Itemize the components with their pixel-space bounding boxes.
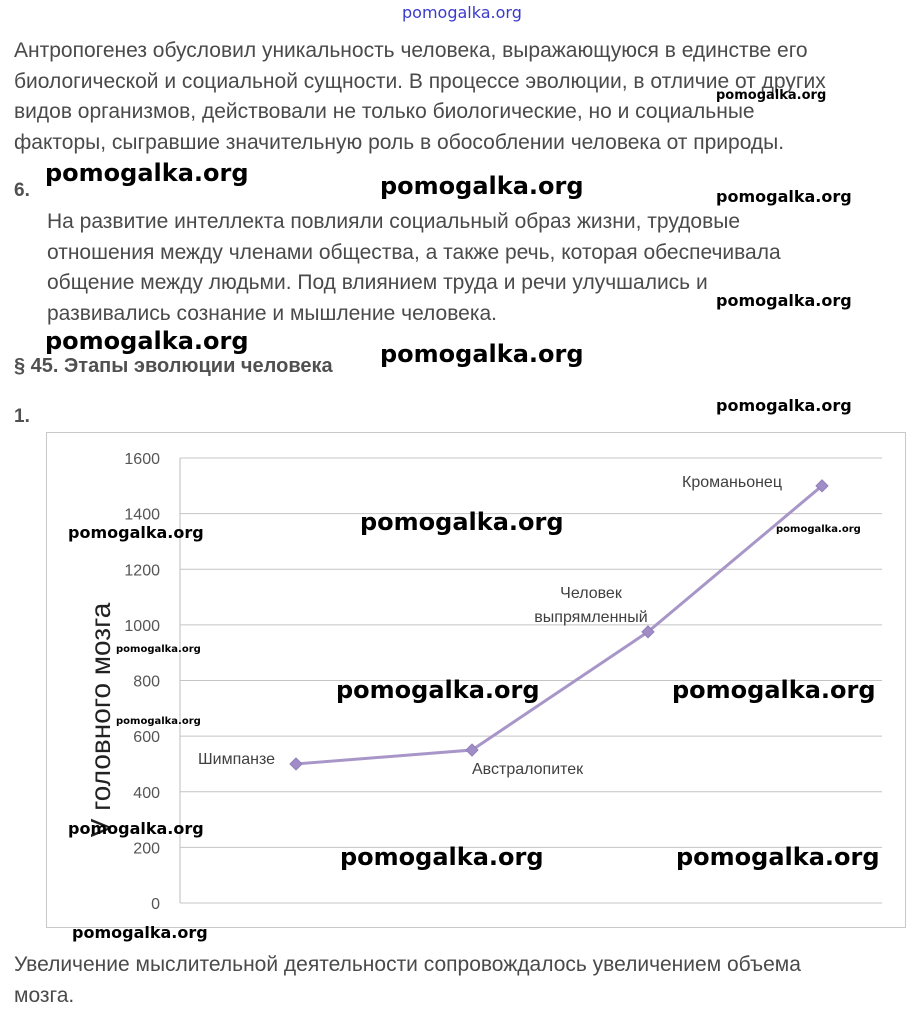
y-tick-label: 400: [133, 784, 160, 802]
watermark: pomogalka.org: [340, 843, 544, 871]
watermark: pomogalka.org: [68, 819, 204, 838]
watermark-top: pomogalka.org: [402, 3, 522, 22]
watermark: pomogalka.org: [672, 676, 876, 704]
watermark: pomogalka.org: [380, 172, 584, 200]
y-axis-label: V головного мозга: [85, 602, 116, 838]
answer-1-number: 1.: [14, 406, 30, 427]
data-point: [290, 758, 302, 770]
text-line: развивались сознание и мышление человека.: [47, 301, 497, 325]
y-tick-label: 1200: [124, 562, 160, 580]
text-line: общение между людьми. Под влиянием труда и речи улучшались и: [47, 271, 708, 294]
y-tick-label: 1400: [124, 506, 160, 524]
y-tick-label: 800: [133, 673, 160, 691]
y-tick-label: 1000: [124, 617, 160, 635]
y-tick-label: 200: [133, 840, 160, 858]
text-line: биологической и социальной сущности. В процессе эволюции, в отличие от других: [14, 69, 826, 93]
watermark: pomogalka.org: [676, 843, 880, 871]
text-line: отношения между членами общества, а также речь, которая обеспечивала: [47, 240, 781, 264]
answer-6-number: 6.: [14, 180, 30, 201]
watermark: pomogalka.org: [68, 523, 204, 542]
section-heading: § 45. Этапы эволюции человека: [14, 355, 333, 377]
watermark: pomogalka.org: [116, 644, 201, 655]
watermark: pomogalka.org: [72, 923, 208, 942]
point-label: Шимпанзе: [198, 751, 276, 768]
text-line: факторы, сыгравшие значительную роль в обособлении человека от природы.: [14, 130, 785, 154]
text-line: видов организмов, действовали не только биологические, но и социальные: [14, 100, 755, 123]
y-tick-label: 1600: [124, 451, 160, 468]
text-line: мозга.: [14, 983, 75, 1007]
answer-6-text: [47, 207, 907, 329]
watermark: pomogalka.org: [716, 396, 852, 415]
watermark: pomogalka.org: [116, 716, 201, 727]
watermark: pomogalka.org: [716, 291, 852, 310]
text-line: На развитие интеллекта повлияли социальный образ жизни, трудовые: [47, 210, 740, 233]
watermark: pomogalka.org: [776, 524, 861, 535]
watermark: pomogalka.org: [360, 508, 564, 536]
watermark: pomogalka.org: [716, 88, 827, 103]
watermark: pomogalka.org: [336, 676, 540, 704]
text-line: Увеличение мыслительной деятельности сопровождалось увеличением объема: [14, 953, 801, 976]
point-label: выпрямленный: [534, 609, 648, 626]
watermark: pomogalka.org: [45, 327, 249, 355]
point-label: Кроманьонец: [682, 474, 782, 491]
bottom-paragraph: [14, 950, 914, 1011]
y-tick-label: 600: [133, 729, 160, 747]
watermark: pomogalka.org: [716, 187, 852, 206]
point-label: Человек: [560, 585, 622, 602]
text-line: Антропогенез обусловил уникальность человека, выражающуюся в единстве его: [14, 39, 808, 62]
point-label: Австралопитек: [472, 761, 584, 778]
y-tick-label: 0: [151, 896, 160, 913]
watermark: pomogalka.org: [380, 340, 584, 368]
watermark: pomogalka.org: [45, 159, 249, 187]
